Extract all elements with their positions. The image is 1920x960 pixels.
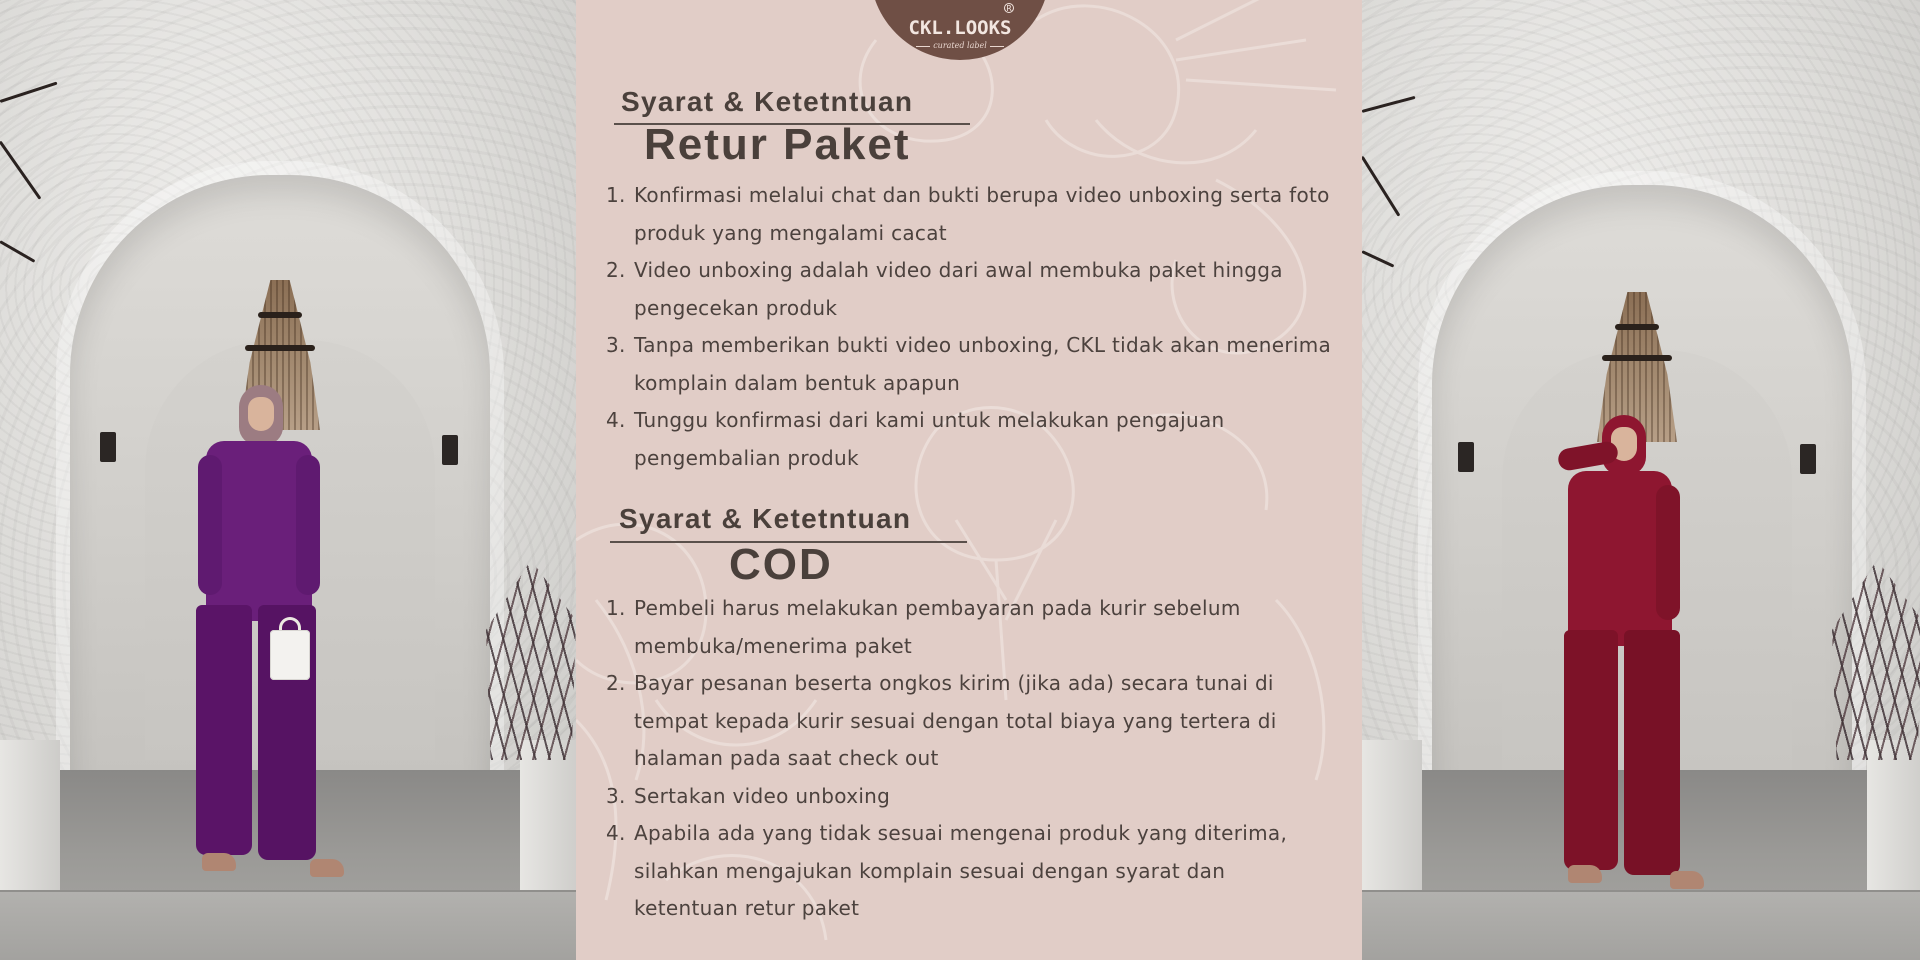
ledge — [1867, 740, 1920, 890]
photo-right-maroon-outfit — [1362, 0, 1920, 960]
heel — [202, 853, 236, 871]
ledge — [0, 740, 60, 890]
item-text: Video unboxing adalah video dari awal membuka paket hingga pengecekan produk — [634, 258, 1283, 320]
maroon-pants — [1624, 630, 1680, 875]
terms-item — [606, 778, 1334, 816]
terms-item — [606, 665, 1334, 778]
terms-item — [606, 590, 1334, 665]
retur-paket-terms-list — [606, 177, 1334, 477]
cod-terms-list — [606, 590, 1334, 928]
floor-step — [0, 890, 576, 960]
terms-panel — [576, 0, 1362, 960]
item-text: Bayar pesanan beserta ongkos kirim (jika ada) secara tunai di tempat kepada kurir sesuai dengan total biaya yang tertera di halaman pada saat check out — [634, 671, 1277, 770]
item-number: 2. — [606, 671, 626, 695]
section-title-cod: COD — [729, 540, 833, 589]
white-handbag — [270, 630, 310, 680]
item-text: Konfirmasi melalui chat dan bukti berupa video unboxing serta foto produk yang mengalami cacat — [634, 183, 1330, 245]
floor-step — [1362, 890, 1920, 960]
item-number: 3. — [606, 333, 626, 357]
ledge — [1362, 740, 1422, 890]
face — [248, 397, 274, 431]
section-subtitle: Syarat & Ketetntuan — [619, 503, 912, 534]
terms-item — [606, 177, 1334, 252]
terms-item — [606, 327, 1334, 402]
item-number: 3. — [606, 783, 626, 808]
purple-pants — [196, 605, 252, 855]
item-number: 4. — [606, 408, 626, 432]
terms-item — [606, 815, 1334, 928]
arm — [1656, 485, 1680, 620]
item-number: 1. — [606, 183, 626, 207]
item-number: 4. — [606, 821, 626, 845]
item-number: 2. — [606, 258, 626, 282]
maroon-pants — [1564, 630, 1618, 870]
lamp-band — [1602, 355, 1672, 361]
photo-left-purple-outfit — [0, 0, 576, 960]
item-text: Tanpa memberikan bukti video unboxing, CKL tidak akan menerima komplain dalam bentuk apapun — [634, 333, 1332, 395]
wall-sconce — [442, 435, 458, 465]
brand-name: CKL.LOOKS — [908, 17, 1012, 39]
heel — [1568, 865, 1602, 883]
brand-tagline: curated label — [913, 41, 1007, 50]
wall-sconce — [1800, 444, 1816, 474]
heel — [310, 859, 344, 877]
section-subtitle: Syarat & Ketetntuan — [621, 86, 914, 117]
arm — [296, 455, 320, 595]
registered-mark: R — [1004, 3, 1014, 13]
lamp-band — [245, 345, 315, 351]
lamp-band — [1615, 324, 1659, 330]
ledge — [520, 740, 576, 890]
wall-sconce — [100, 432, 116, 462]
lamp-band — [258, 312, 302, 318]
item-text: Pembeli harus melakukan pembayaran pada kurir sebelum membuka/menerima paket — [634, 596, 1241, 658]
terms-item — [606, 402, 1334, 477]
wall-sconce — [1458, 442, 1474, 472]
item-text: Tunggu konfirmasi dari kami untuk melakukan pengajuan pengembalian produk — [634, 408, 1225, 470]
item-text: Sertakan video unboxing — [634, 783, 891, 808]
heel — [1670, 871, 1704, 889]
section-title-retur-paket: Retur Paket — [644, 120, 911, 169]
arm — [198, 455, 222, 595]
terms-item — [606, 252, 1334, 327]
item-text: Apabila ada yang tidak sesuai mengenai produk yang diterima, silahkan mengajukan komplain sesuai dengan syarat dan ketentuan retur paket — [634, 821, 1288, 920]
brand-logo — [870, 0, 1050, 60]
item-number: 1. — [606, 596, 626, 620]
